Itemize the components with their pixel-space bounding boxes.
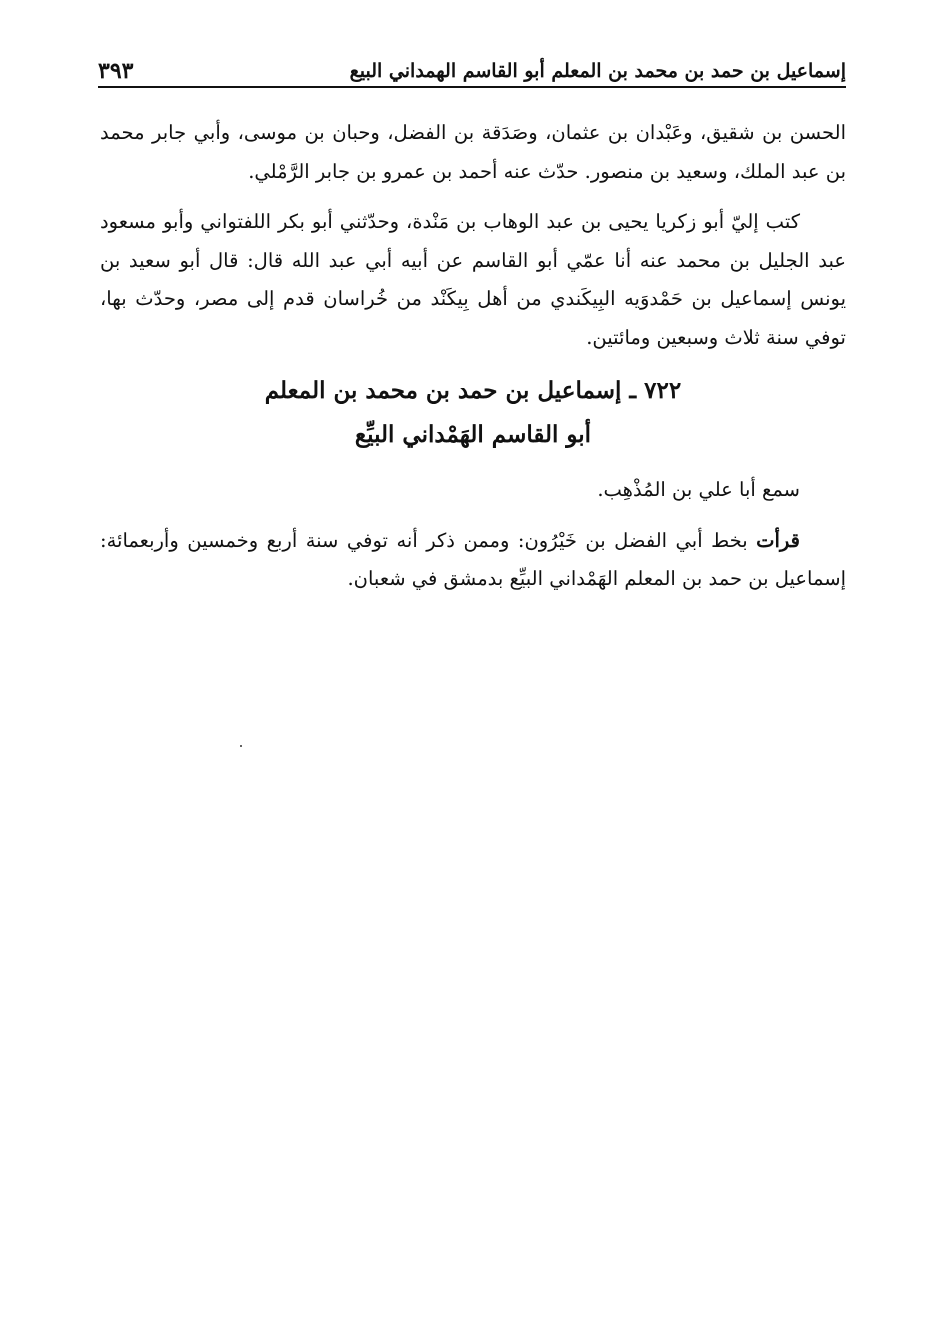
entry-paragraph-2-lead: قرأت — [756, 528, 800, 552]
body-text — [100, 114, 846, 611]
entry-paragraph-1: سمع أبا علي بن المُذْهِب. — [597, 478, 800, 501]
entry-heading-line1: ٧٢٢ ـ إسماعيل بن حمد بن محمد بن المعلم — [264, 377, 682, 404]
paragraph-continuation: الحسن بن شقيق، وعَبْدان بن عثمان، وصَدَقة بن الفضل، وحبان بن موسى، وأبي جابر محمد بن عبد الملك، وسعيد بن منصور. حدّث عنه أحمد بن عمرو بن جابر الرَّمْلي. — [100, 121, 846, 183]
paragraph-citation: كتب إليّ أبو زكريا يحيى بن عبد الوهاب بن مَنْدة، وحدّثني أبو بكر اللفتواني وأبو مسعود عبد الجليل بن محمد عنه أنا عمّي أبو القاسم عن أبيه أبي عبد الله قال: قال أبو سعيد بن يونس إسماعيل بن حَمْدوَيه البِيكَندي من أهل بِيكَنْد من خُراسان قدم إلى مصر، وحدّث بها، توفي سنة ثلاث وسبعين ومائتين. — [100, 210, 846, 349]
header-rule — [98, 86, 846, 88]
header-title: إسماعيل بن حمد بن محمد بن المعلم أبو القاسم الهمداني البيع — [349, 60, 846, 82]
scan-speck — [240, 745, 242, 747]
page-number: ٣٩٣ — [98, 58, 134, 84]
entry-heading-line2: أبو القاسم الهَمْداني البيِّع — [354, 421, 592, 448]
entry-paragraph-2-text: بخط أبي الفضل بن خَيْرُون: وممن ذكر أنه توفي سنة أربع وخمسين وأربعمائة: إسماعيل بن حمد بن المعلم الهَمْداني البيِّع بدمشق في شعبان. — [100, 528, 846, 590]
running-header — [98, 44, 846, 84]
entry-heading-block — [100, 369, 846, 457]
entry-paragraph-2 — [100, 522, 846, 599]
